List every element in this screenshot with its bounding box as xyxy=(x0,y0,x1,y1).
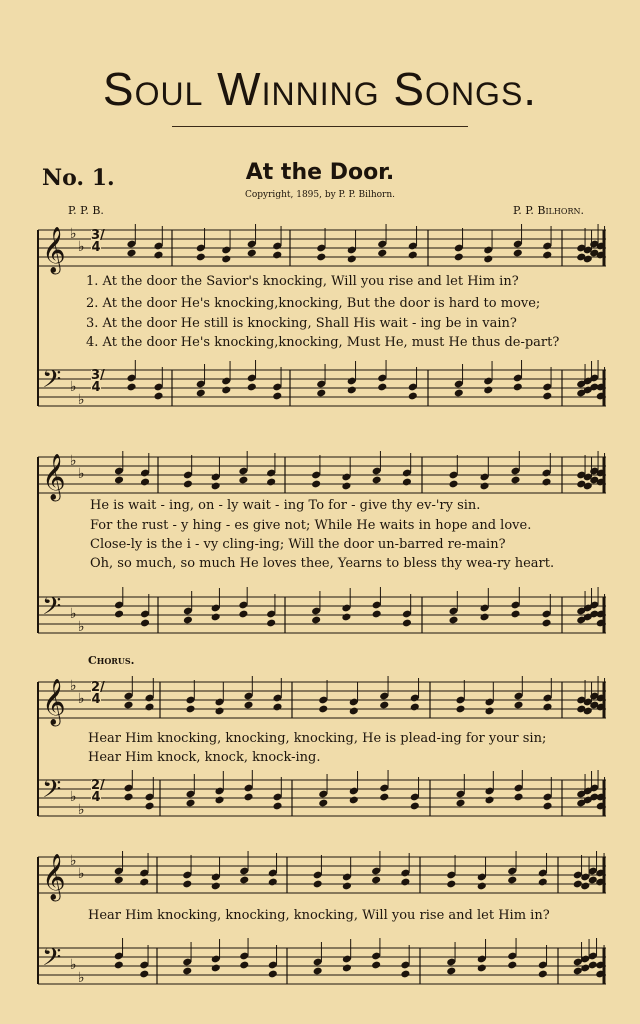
note-head xyxy=(541,619,551,628)
note-head xyxy=(211,613,221,622)
note-head xyxy=(347,255,357,264)
treble-clef-icon: 𝄞 xyxy=(42,227,66,273)
note-head xyxy=(507,876,517,885)
note-head xyxy=(140,478,150,487)
note-head xyxy=(372,476,382,485)
note-head xyxy=(153,251,163,260)
note-head xyxy=(316,253,326,262)
verse-4-line-a: 4. At the door He's knocking,knocking, Must He, must He thus de-part? xyxy=(86,335,560,350)
treble-clef-icon: 𝄞 xyxy=(42,454,66,500)
song-number: No. 1. xyxy=(42,165,115,191)
note-head xyxy=(377,249,387,258)
note-head xyxy=(318,799,328,808)
chorus-label: Chorus. xyxy=(88,654,135,667)
book-title: Soul Winning Songs. xyxy=(102,63,538,115)
flat-icon: ♭ xyxy=(70,453,77,469)
note-head xyxy=(483,255,493,264)
note-head xyxy=(484,796,494,805)
note-head xyxy=(247,249,257,258)
flat-icon: ♭ xyxy=(78,239,85,255)
chorus-line-1: Hear Him knocking, knocking, knocking, He is plead-ing for your sin; xyxy=(88,731,547,746)
note-head xyxy=(123,793,133,802)
note-head xyxy=(243,701,253,710)
note-head xyxy=(400,970,410,979)
note-head xyxy=(513,701,523,710)
bass-staff-2 xyxy=(0,587,640,647)
note-head xyxy=(114,610,124,619)
note-head xyxy=(372,610,382,619)
note-head xyxy=(183,480,193,489)
note-head xyxy=(311,480,321,489)
note-head xyxy=(510,610,520,619)
verse-2-line-b: For the rust - y hing - es give not; While He waits in hope and love. xyxy=(90,518,532,533)
note-head xyxy=(446,880,456,889)
note-head xyxy=(272,251,282,260)
flat-icon: ♭ xyxy=(70,957,77,973)
note-head xyxy=(542,703,552,712)
verse-3-line-b: Close-ly is the i - vy cling-ing; Will the door un-barred re-main? xyxy=(90,537,506,552)
note-head xyxy=(153,392,163,401)
note-head xyxy=(410,703,420,712)
flat-icon: ♭ xyxy=(70,853,77,869)
note-head xyxy=(542,802,552,811)
note-head xyxy=(144,802,154,811)
note-head xyxy=(479,482,489,491)
note-head xyxy=(538,970,548,979)
bass-clef-icon: 𝄢 xyxy=(42,775,62,810)
note-head xyxy=(454,253,464,262)
note-head xyxy=(342,882,352,891)
system-brace xyxy=(0,855,40,1002)
system-brace xyxy=(0,680,40,834)
flat-icon: ♭ xyxy=(70,789,77,805)
note-head xyxy=(243,793,253,802)
note-head xyxy=(114,961,124,970)
note-head xyxy=(408,392,418,401)
note-head xyxy=(272,392,282,401)
note-head xyxy=(408,251,418,260)
flat-icon: ♭ xyxy=(78,691,85,707)
note-head xyxy=(538,878,548,887)
note-head xyxy=(448,616,458,625)
flat-icon: ♭ xyxy=(78,392,85,408)
note-head xyxy=(477,964,487,973)
note-head xyxy=(114,876,124,885)
note-head xyxy=(126,383,136,392)
note-head xyxy=(196,253,206,262)
flat-icon: ♭ xyxy=(70,379,77,395)
note-head xyxy=(214,707,224,716)
system-brace xyxy=(0,228,40,424)
time-signature-verse-treble: 3/4 xyxy=(91,228,105,255)
chorus-line-2: Hear Him knock, knock, knock-ing. xyxy=(88,750,321,765)
note-head xyxy=(239,876,249,885)
note-head xyxy=(123,701,133,710)
note-head xyxy=(211,882,221,891)
note-head xyxy=(126,249,136,258)
note-head xyxy=(507,961,517,970)
note-head xyxy=(448,480,458,489)
note-head xyxy=(239,961,249,970)
note-head xyxy=(268,970,278,979)
note-head xyxy=(238,610,248,619)
note-head xyxy=(402,619,412,628)
bass-staff-4 xyxy=(0,938,640,998)
treble-clef-icon: 𝄞 xyxy=(42,854,66,900)
note-head xyxy=(341,482,351,491)
time-signature-chorus-bass: 2/4 xyxy=(91,778,105,805)
time-signature-verse-bass: 3/4 xyxy=(91,368,105,395)
note-head xyxy=(410,802,420,811)
note-head xyxy=(313,880,323,889)
note-head xyxy=(379,701,389,710)
note-head xyxy=(183,616,193,625)
note-head xyxy=(221,255,231,264)
note-head xyxy=(272,703,282,712)
note-head xyxy=(477,882,487,891)
note-head xyxy=(379,793,389,802)
note-head xyxy=(182,967,192,976)
verse-2-line-a: 2. At the door He's knocking,knocking, But the door is hard to move; xyxy=(86,296,541,311)
note-head xyxy=(371,961,381,970)
flat-icon: ♭ xyxy=(78,466,85,482)
note-head xyxy=(479,613,489,622)
note-head xyxy=(182,880,192,889)
note-head xyxy=(313,967,323,976)
note-head xyxy=(446,967,456,976)
lyricist-credit: P. P. B. xyxy=(68,204,104,217)
flat-icon: ♭ xyxy=(70,606,77,622)
note-head xyxy=(214,796,224,805)
note-head xyxy=(140,619,150,628)
verse-1-line-a: 1. At the door the Savior's knocking, Will you rise and let Him in? xyxy=(86,274,519,289)
note-head xyxy=(185,705,195,714)
note-head xyxy=(349,796,359,805)
system-brace xyxy=(0,455,40,651)
note-head xyxy=(349,707,359,716)
chorus-line-3: Hear Him knocking, knocking, knocking, Will you rise and let Him in? xyxy=(88,908,550,923)
time-signature-chorus-treble: 2/4 xyxy=(91,680,105,707)
flat-icon: ♭ xyxy=(70,226,77,242)
note-head xyxy=(316,389,326,398)
note-head xyxy=(266,619,276,628)
note-head xyxy=(266,478,276,487)
note-head xyxy=(196,389,206,398)
song-title: At the Door. xyxy=(245,160,395,185)
note-head xyxy=(455,799,465,808)
note-head xyxy=(483,386,493,395)
note-head xyxy=(455,705,465,714)
note-head xyxy=(139,878,149,887)
treble-clef-icon: 𝄞 xyxy=(42,679,66,725)
note-head xyxy=(114,476,124,485)
flat-icon: ♭ xyxy=(78,802,85,818)
verse-1-line-b: He is wait - ing, on - ly wait - ing To for - give thy ev-'ry sin. xyxy=(90,498,481,513)
note-head xyxy=(402,478,412,487)
flat-icon: ♭ xyxy=(70,678,77,694)
note-head xyxy=(484,707,494,716)
bass-clef-icon: 𝄢 xyxy=(42,943,62,978)
flat-icon: ♭ xyxy=(78,619,85,635)
note-head xyxy=(371,876,381,885)
note-head xyxy=(211,964,221,973)
note-head xyxy=(541,478,551,487)
note-head xyxy=(318,705,328,714)
note-head xyxy=(454,389,464,398)
bass-clef-icon: 𝄢 xyxy=(42,365,62,400)
note-head xyxy=(542,392,552,401)
treble-staff-2 xyxy=(0,447,640,507)
note-head xyxy=(139,970,149,979)
note-head xyxy=(247,383,257,392)
note-head xyxy=(272,802,282,811)
note-head xyxy=(144,703,154,712)
note-head xyxy=(342,964,352,973)
note-head xyxy=(542,251,552,260)
note-head xyxy=(238,476,248,485)
note-head xyxy=(311,616,321,625)
treble-staff-4 xyxy=(0,847,640,907)
flat-icon: ♭ xyxy=(78,970,85,986)
note-head xyxy=(221,386,231,395)
bass-clef-icon: 𝄢 xyxy=(42,592,62,627)
verse-3-line-a: 3. At the door He still is knocking, Shall His wait - ing be in vain? xyxy=(86,316,517,331)
note-head xyxy=(185,799,195,808)
copyright-notice: Copyright, 1895, by P. P. Bilhorn. xyxy=(244,190,395,200)
note-head xyxy=(268,878,278,887)
note-head xyxy=(510,476,520,485)
note-head xyxy=(347,386,357,395)
flat-icon: ♭ xyxy=(78,866,85,882)
note-head xyxy=(211,482,221,491)
note-head xyxy=(400,878,410,887)
title-divider xyxy=(172,126,468,127)
note-head xyxy=(513,793,523,802)
note-head xyxy=(377,383,387,392)
note-head xyxy=(341,613,351,622)
note-head xyxy=(513,249,523,258)
verse-4-line-b: Oh, so much, so much He loves thee, Yearns to bless thy wea-ry heart. xyxy=(90,556,555,571)
composer-credit: P. P. Bilhorn. xyxy=(513,204,584,217)
note-head xyxy=(513,383,523,392)
